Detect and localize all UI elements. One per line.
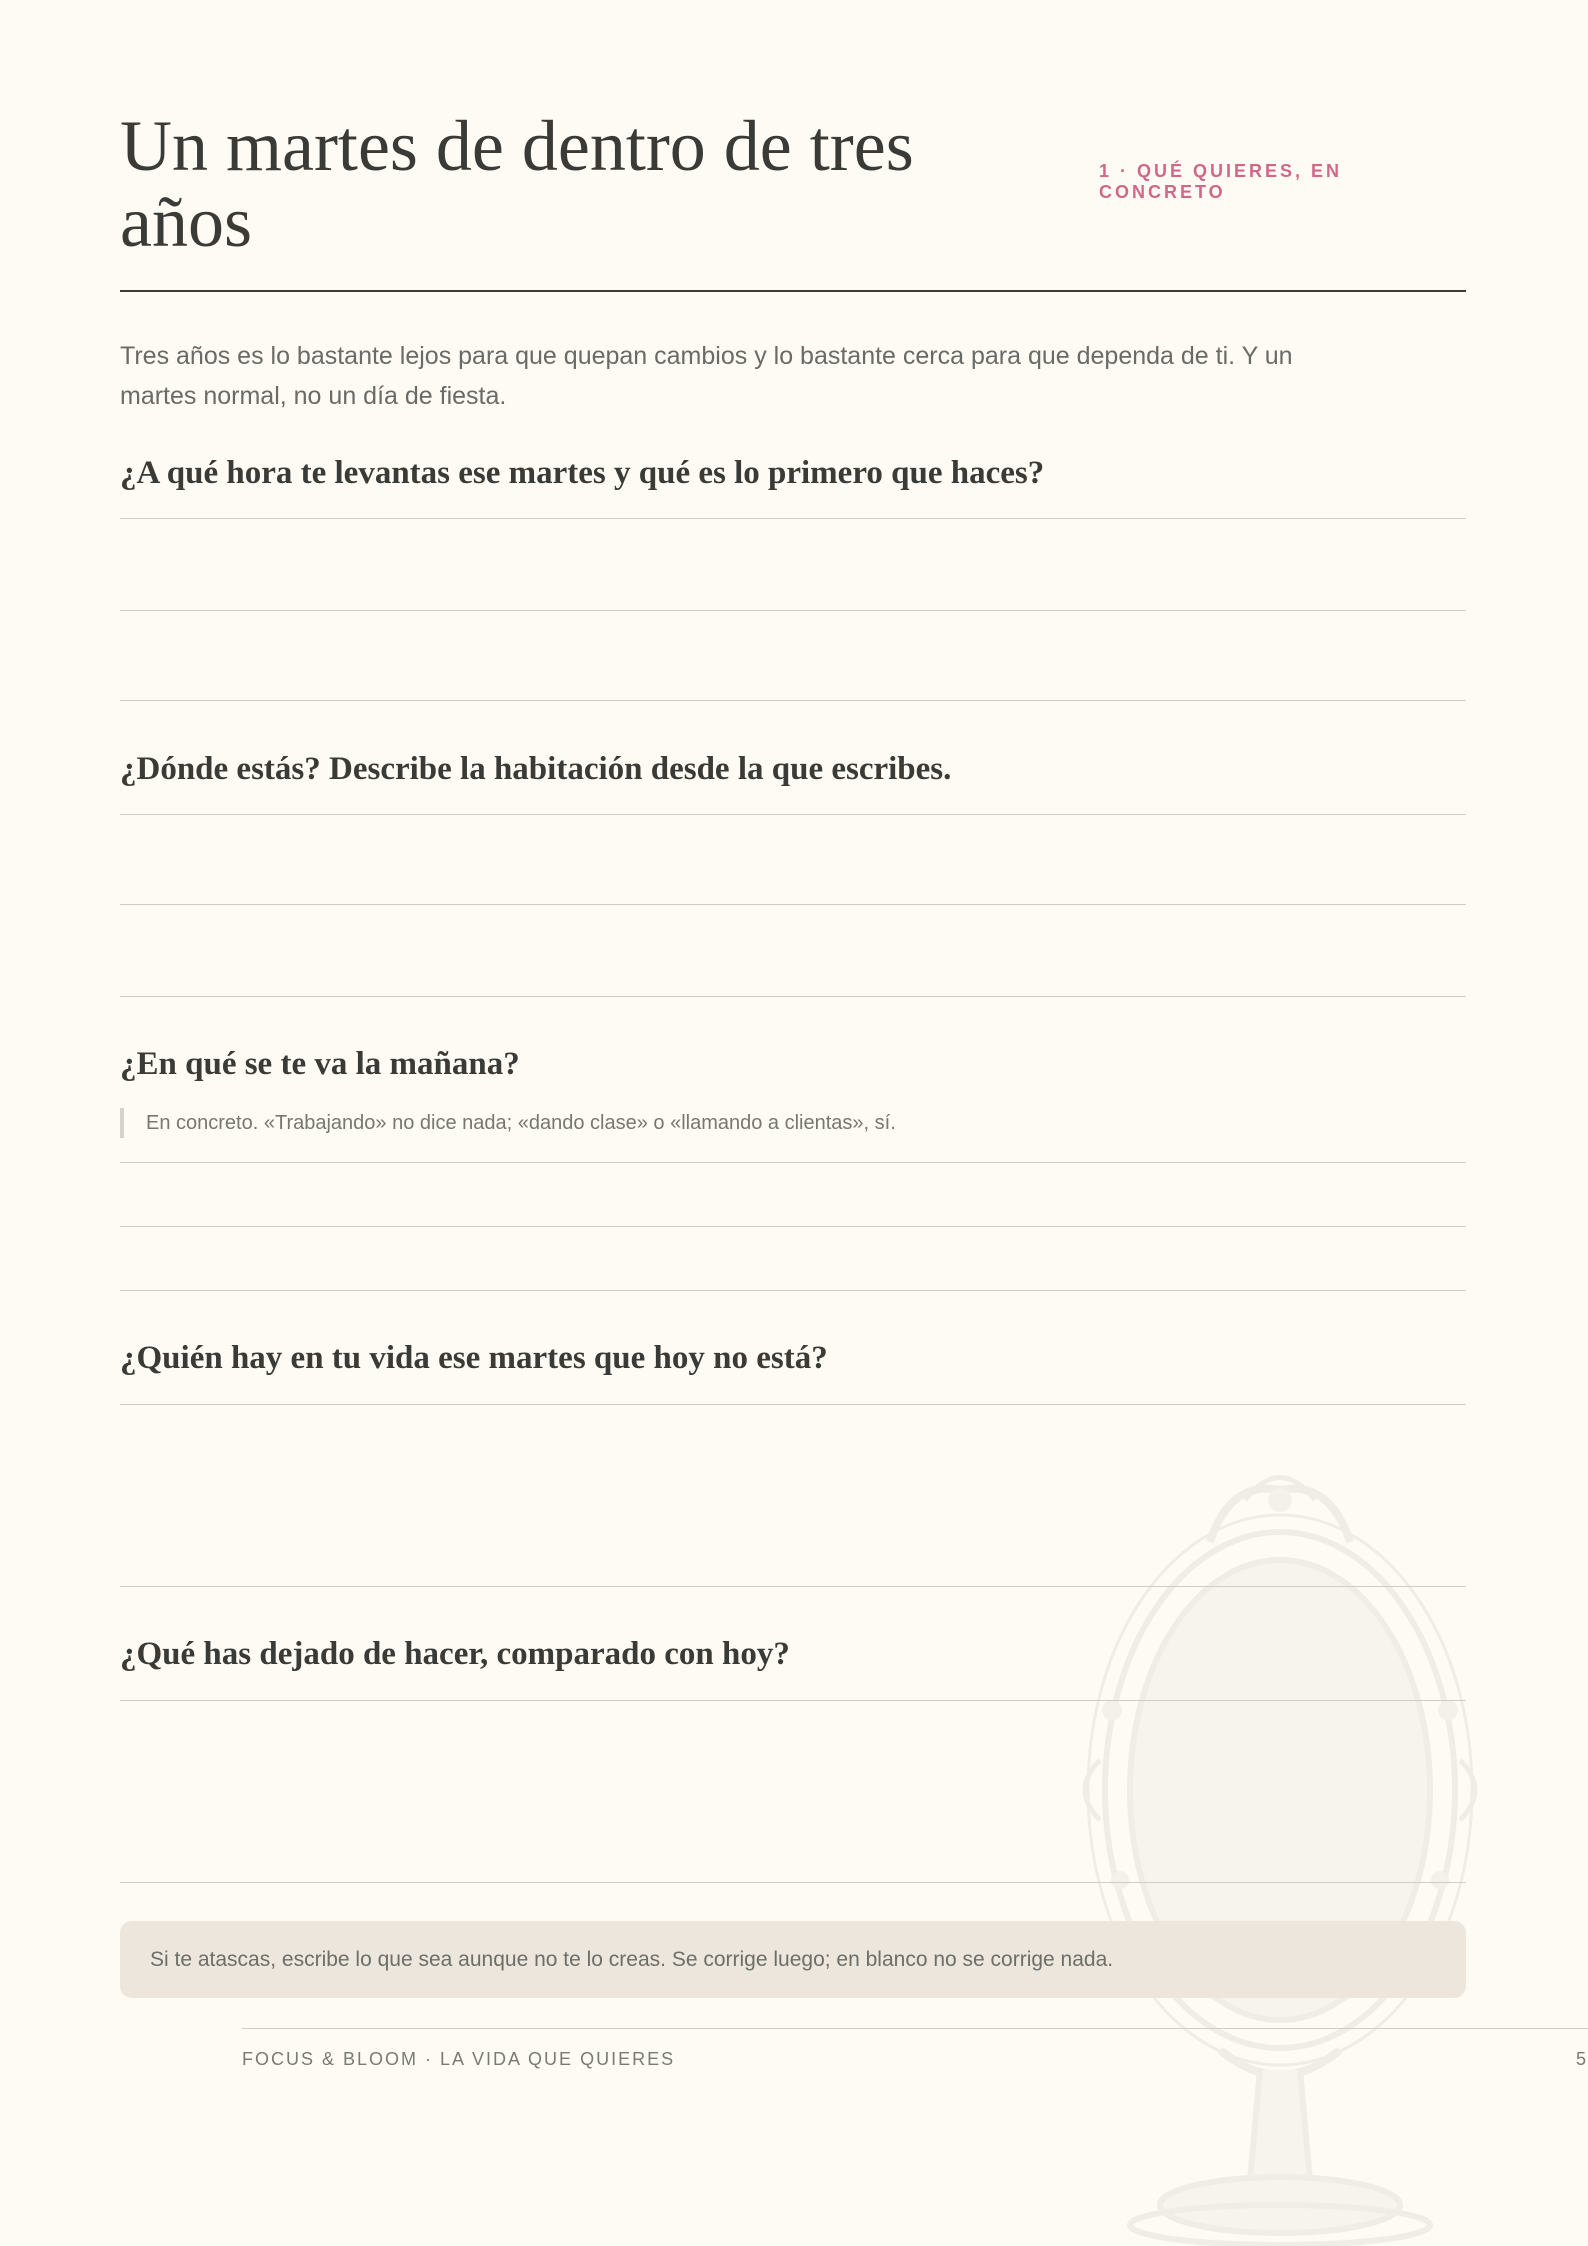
footer-text: FOCUS & BLOOM · LA VIDA QUE QUIERES — [242, 2049, 676, 2069]
answer-line[interactable] — [120, 610, 1466, 611]
question-4: ¿Quién hay en tu vida ese martes que hoy no está? — [120, 1340, 828, 1376]
answer-line[interactable] — [120, 1226, 1466, 1227]
answer-line[interactable] — [120, 1700, 1466, 1701]
answer-line[interactable] — [120, 1882, 1466, 1883]
question-1: ¿A qué hora te levantas ese martes y qué es lo primero que haces? — [120, 455, 1045, 491]
ornate-mirror-icon — [1060, 1460, 1500, 2246]
question-5: ¿Qué has dejado de hacer, comparado con hoy? — [120, 1636, 790, 1672]
answer-line[interactable] — [120, 700, 1466, 701]
answer-line[interactable] — [120, 1586, 1466, 1587]
answer-line[interactable] — [120, 996, 1466, 997]
answer-line[interactable] — [120, 1290, 1466, 1291]
question-3: ¿En qué se te va la mañana? — [120, 1046, 520, 1082]
page-number: 5 — [1576, 2049, 1587, 2069]
intro-text: Tres años es lo bastante lejos para que quepan cambios y lo bastante cerca para que dependa de ti. Y un martes normal, no un día de fiesta. — [120, 342, 1293, 410]
question-hint: En concreto. «Trabajando» no dice nada; «dando clase» o «llamando a clientas», sí. — [120, 1108, 1420, 1138]
tip-box: Si te atascas, escribe lo que sea aunque no te lo creas. Se corrige luego; en blanco no se corrige nada. — [120, 1921, 1466, 1998]
question-2: ¿Dónde estás? Describe la habitación desde la que escribes. — [120, 751, 952, 787]
section-label: 1 · QUÉ QUIERES, EN CONCRETO — [1099, 161, 1343, 202]
answer-line[interactable] — [120, 1162, 1466, 1163]
answer-line[interactable] — [120, 904, 1466, 905]
answer-line[interactable] — [120, 518, 1466, 519]
page-footer — [242, 2028, 1588, 2069]
answer-line[interactable] — [120, 814, 1466, 815]
answer-line[interactable] — [120, 1404, 1466, 1405]
worksheet-page — [120, 0, 1466, 1971]
page-header — [120, 0, 1466, 292]
page-title: Un martes de dentro de tres años — [120, 106, 914, 262]
